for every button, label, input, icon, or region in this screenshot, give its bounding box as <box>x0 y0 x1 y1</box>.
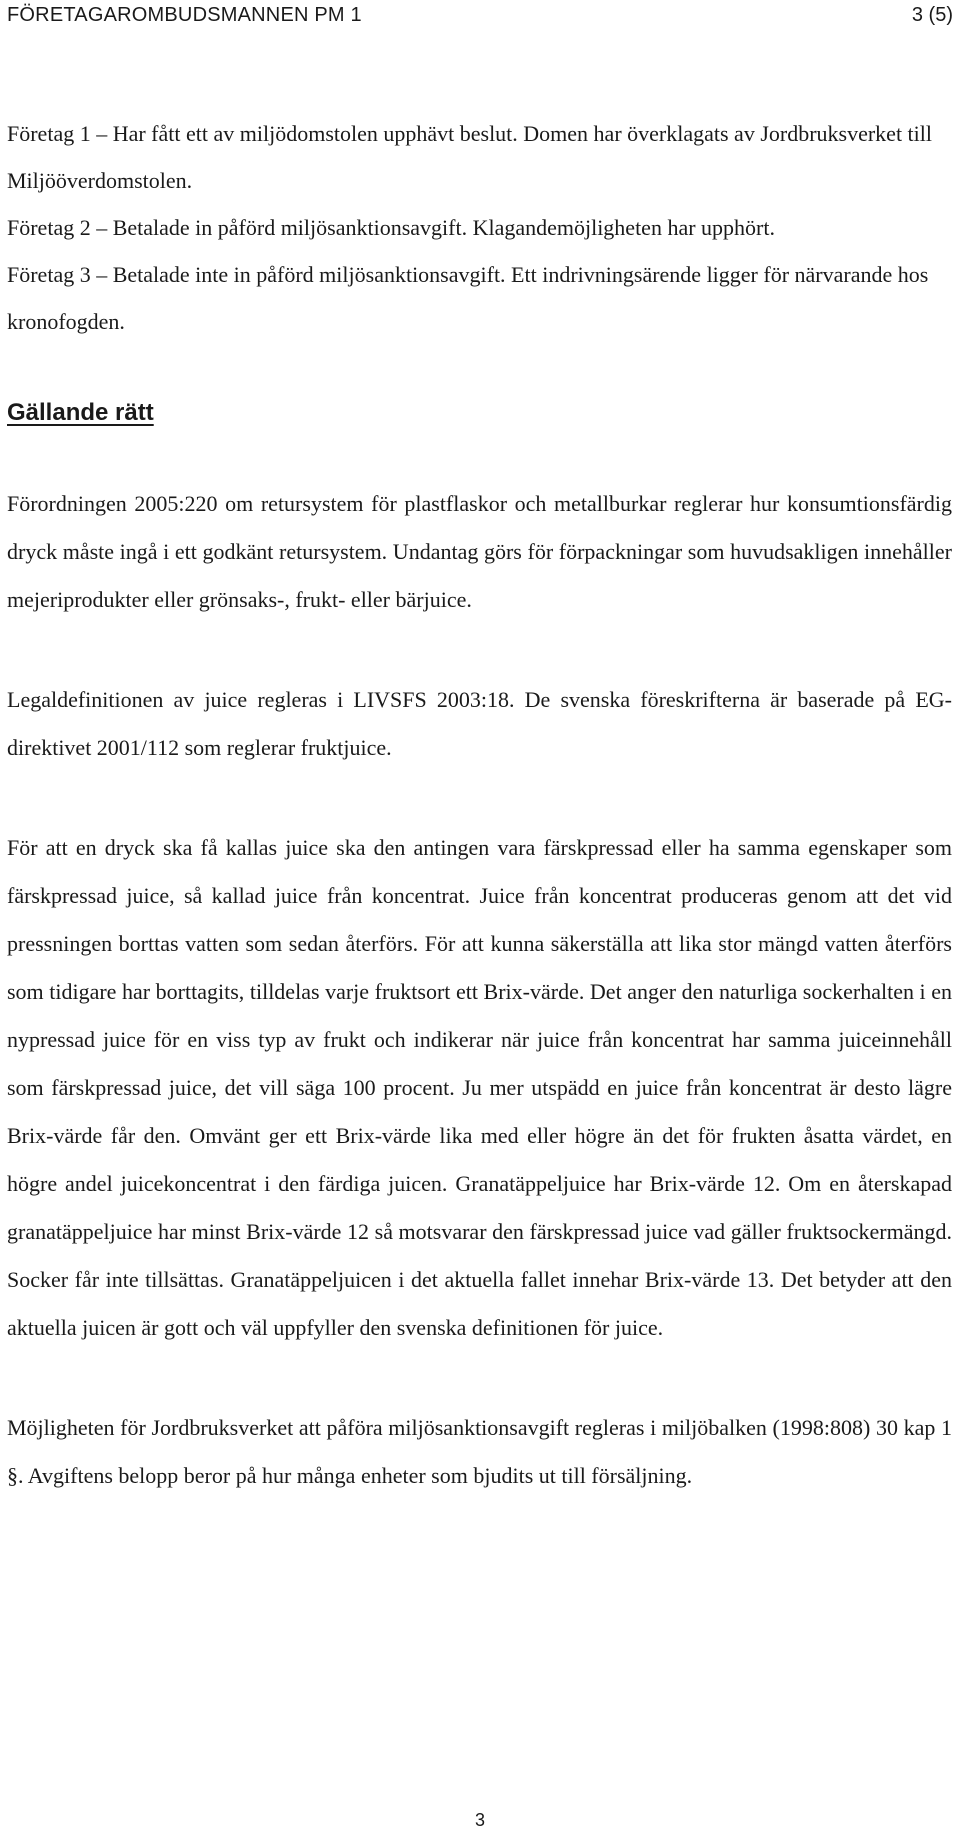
document-body <box>7 110 952 1500</box>
body-paragraph: Möjligheten för Jordbruksverket att påföra miljösanktionsavgift regleras i miljöbalken (1998:808) 30 kap 1 §. Avgiftens belopp beror på hur många enheter som bjudits ut till försäljning. <box>7 1415 952 1488</box>
company-status-item: Företag 3 – Betalade inte in påförd miljösanktionsavgift. Ett indrivningsärende ligger för närvarande hos kronofogden. <box>7 262 929 334</box>
body-paragraph: Legaldefinitionen av juice regleras i LIVSFS 2003:18. De svenska föreskrifterna är baserade på EG-direktivet 2001/112 som reglerar fruktjuice. <box>7 687 952 760</box>
footer-page-number: 3 <box>474 1810 485 1830</box>
company-status-list <box>7 110 952 345</box>
section-heading: Gällande rätt <box>7 399 154 426</box>
page-header <box>0 0 960 40</box>
company-status-item: Företag 2 – Betalade in påförd miljösanktionsavgift. Klagandemöjligheten har upphört. <box>7 215 775 240</box>
body-paragraph: Förordningen 2005:220 om retursystem för plastflaskor och metallburkar reglerar hur konsumtionsfärdig dryck måste ingå i ett godkänt retursystem. Undantag görs för förpackningar som huvudsakligen innehåller mejeriprodukter eller grönsaks-, frukt- eller bärjuice. <box>7 491 952 612</box>
header-page-indicator: 3 (5) <box>911 4 953 26</box>
header-organization: FÖRETAGAROMBUDSMANNEN PM 1 <box>7 4 362 26</box>
body-paragraph: För att en dryck ska få kallas juice ska den antingen vara färskpressad eller ha samma egenskaper som färskpressad juice, så kallad juice från koncentrat. Juice från koncentrat produceras genom att det vid pressningen borttas vatten som sedan återförs. För att kunna säkerställa att lika stor mängd vatten återförs som tidigare har borttagits, tilldelas varje fruktsort ett Brix-värde. Det anger den naturliga sockerhalten i en nypressad juice för en viss typ av frukt och indikerar när juice från koncentrat har samma juiceinnehåll som färskpressad juice, det vill säga 100 procent. Ju mer utspädd en juice från koncentrat är desto lägre Brix-värde får den. Omvänt ger ett Brix-värde lika med eller högre än det för frukten åsatta värdet, en högre andel juicekoncentrat i den färdiga juicen. Granatäppeljuice har Brix-värde 12. Om en återskapad granatäppeljuice har minst Brix-värde 12 så motsvarar den färskpressad juice vad gäller fruktsockermängd. Socker får inte tillsättas. Granatäppeljuicen i det aktuella fallet innehar Brix-värde 13. Det betyder att den aktuella juicen är gott och väl uppfyller den svenska definitionen för juice. <box>7 835 952 1340</box>
company-status-item: Företag 1 – Har fått ett av miljödomstolen upphävt beslut. Domen har överklagats av Jordbruksverket till Miljööverdomstolen. <box>7 121 933 193</box>
